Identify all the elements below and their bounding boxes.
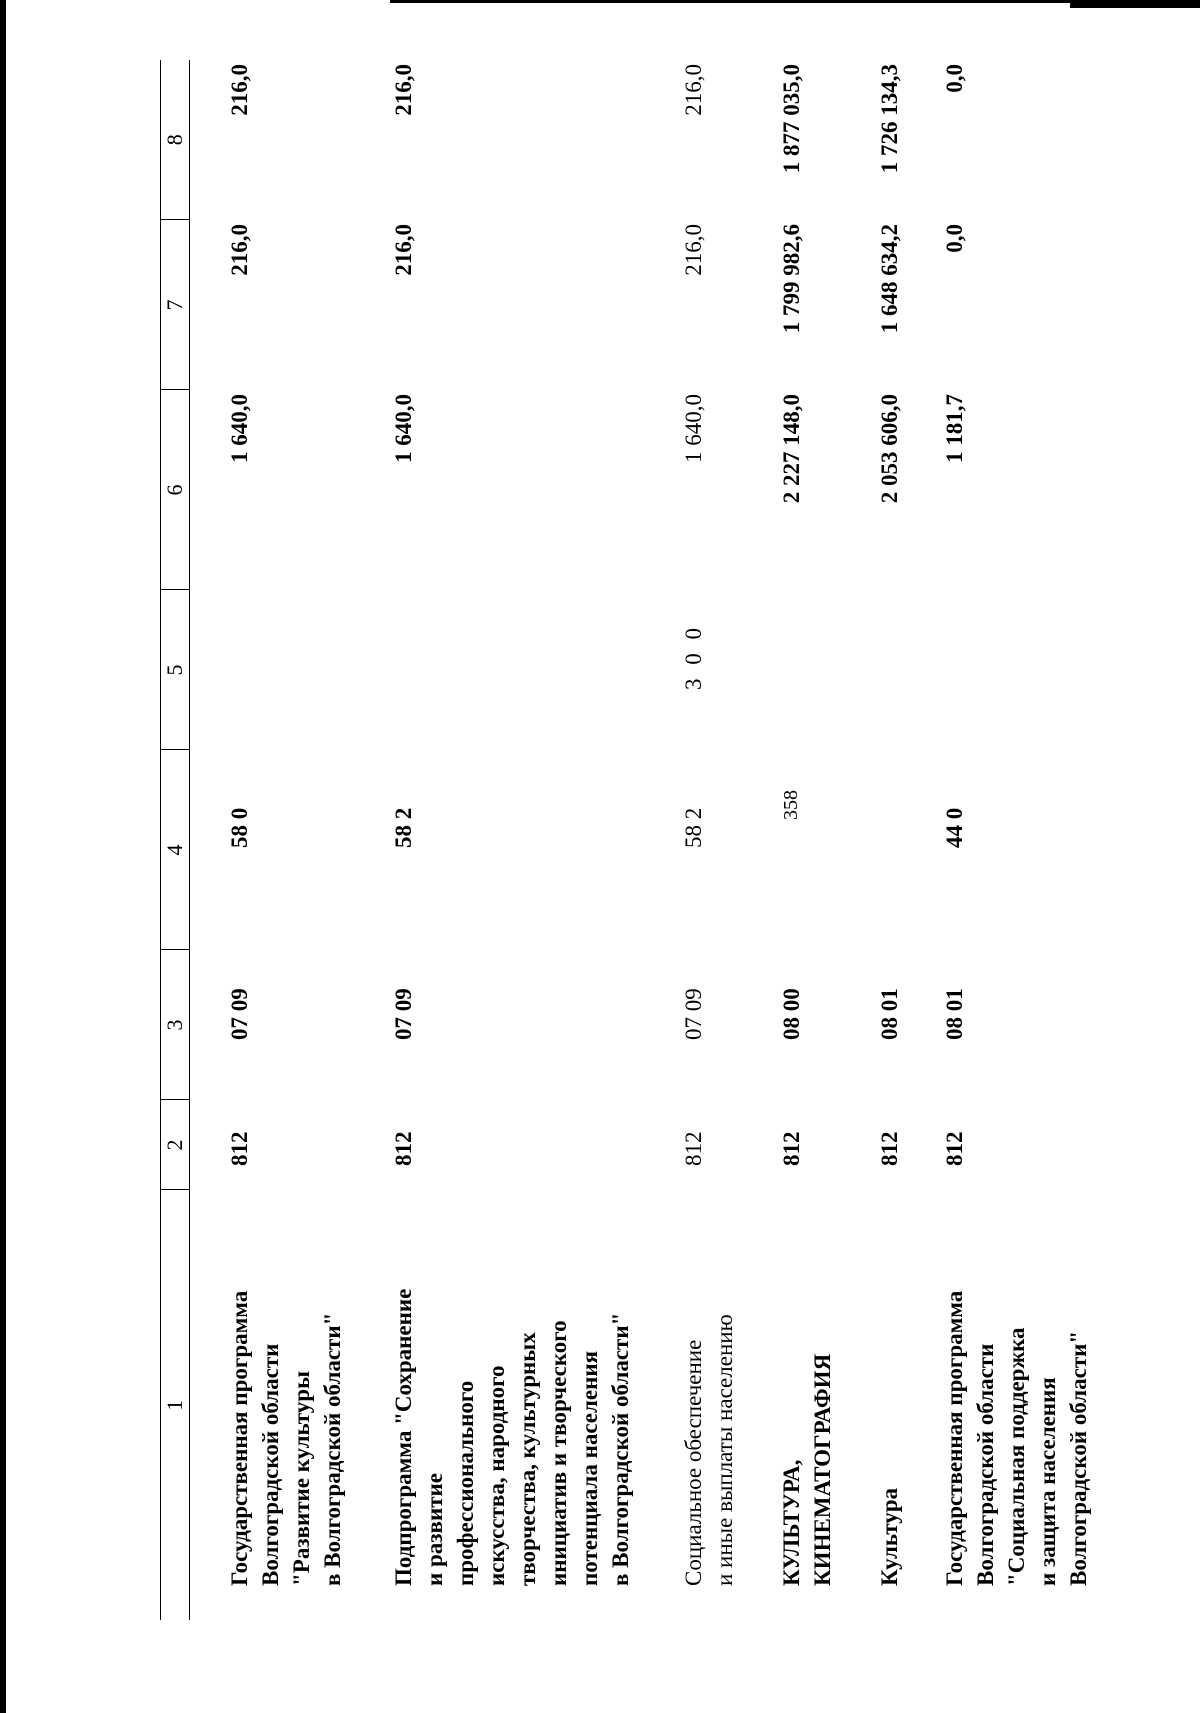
amount-col6: 1 181,7	[942, 394, 967, 463]
amount-col8: 216,0	[391, 64, 416, 116]
amount-col8: 216,0	[681, 64, 706, 116]
program-code: 44 0	[942, 807, 967, 848]
column-header: 8	[161, 60, 190, 220]
program-code	[838, 750, 905, 950]
row-name: Культура	[877, 1487, 902, 1586]
table-row	[190, 60, 349, 1620]
program-code: 58 0	[227, 807, 252, 848]
expense-type-code	[348, 590, 636, 750]
row-name: Подпрограмма "Сохранение и развитие профессионального искусства, народного творчества, культурных инициатив и творческого потенциала населения в Волгоградской области"	[391, 1288, 633, 1586]
program-code: 58 2	[391, 807, 416, 848]
table-row	[838, 60, 905, 1620]
ministry-code: 812	[779, 1131, 804, 1166]
amount-col6: 1 640,0	[227, 394, 252, 463]
row-name: КУЛЬТУРА, КИНЕМАТОГРАФИЯ	[779, 1353, 835, 1586]
amount-col8: 1 877 035,0	[779, 64, 804, 174]
amount-col8: 216,0	[227, 64, 252, 116]
row-name: Государственная программа Волгоградской области "Развитие культуры в Волгоградской области"	[227, 1290, 345, 1586]
expense-type-code	[905, 590, 1094, 750]
amount-col6: 1 640,0	[681, 394, 706, 463]
ministry-code: 812	[681, 1131, 706, 1166]
ministry-code: 812	[227, 1131, 252, 1166]
amount-col6: 2 227 148,0	[779, 394, 804, 504]
expense-type-code	[838, 590, 905, 750]
page-number: 358	[780, 790, 802, 820]
row-name: Социальное обеспечение и иные выплаты населению	[681, 1314, 737, 1586]
scan-border-left	[0, 0, 6, 1713]
column-header: 1	[161, 1190, 190, 1620]
expense-type-code: 3 0 0	[681, 624, 706, 690]
table-row	[740, 60, 838, 1620]
table-row	[905, 60, 1094, 1620]
section-code: 07 09	[681, 988, 706, 1040]
amount-col7: 216,0	[391, 224, 416, 276]
program-code	[740, 750, 838, 950]
amount-col6: 2 053 606,0	[877, 394, 902, 504]
ministry-code: 812	[391, 1131, 416, 1166]
section-code: 07 09	[391, 988, 416, 1040]
section-code: 08 01	[877, 988, 902, 1040]
column-header: 7	[161, 220, 190, 390]
amount-col7: 1 799 982,6	[779, 224, 804, 334]
amount-col8: 1 726 134,3	[877, 64, 902, 174]
row-name: Государственная программа Волгоградской области "Социальная поддержка и защита населения Волгоградской области"	[942, 1290, 1091, 1586]
column-header: 3	[161, 950, 190, 1100]
table-row	[636, 60, 740, 1620]
amount-col7: 216,0	[681, 224, 706, 276]
table-header-row	[161, 60, 190, 1620]
expense-type-code	[190, 590, 349, 750]
column-header: 5	[161, 590, 190, 750]
section-code: 08 01	[942, 988, 967, 1040]
ministry-code: 812	[942, 1131, 967, 1166]
amount-col8: 0,0	[942, 64, 967, 93]
program-code: 58 2	[681, 807, 706, 848]
rotated-page	[120, 60, 1180, 1620]
table-row	[348, 60, 636, 1620]
amount-col7: 1 648 634,2	[877, 224, 902, 334]
amount-col7: 216,0	[227, 224, 252, 276]
expense-type-code	[740, 590, 838, 750]
column-header: 2	[161, 1100, 190, 1190]
section-code: 08 00	[779, 988, 804, 1040]
column-header: 6	[161, 390, 190, 590]
column-header: 4	[161, 750, 190, 950]
amount-col6: 1 640,0	[391, 394, 416, 463]
budget-table	[160, 60, 1094, 1620]
scan-border-top-right	[1070, 0, 1200, 8]
amount-col7: 0,0	[942, 224, 967, 253]
ministry-code: 812	[877, 1131, 902, 1166]
section-code: 07 09	[227, 988, 252, 1040]
